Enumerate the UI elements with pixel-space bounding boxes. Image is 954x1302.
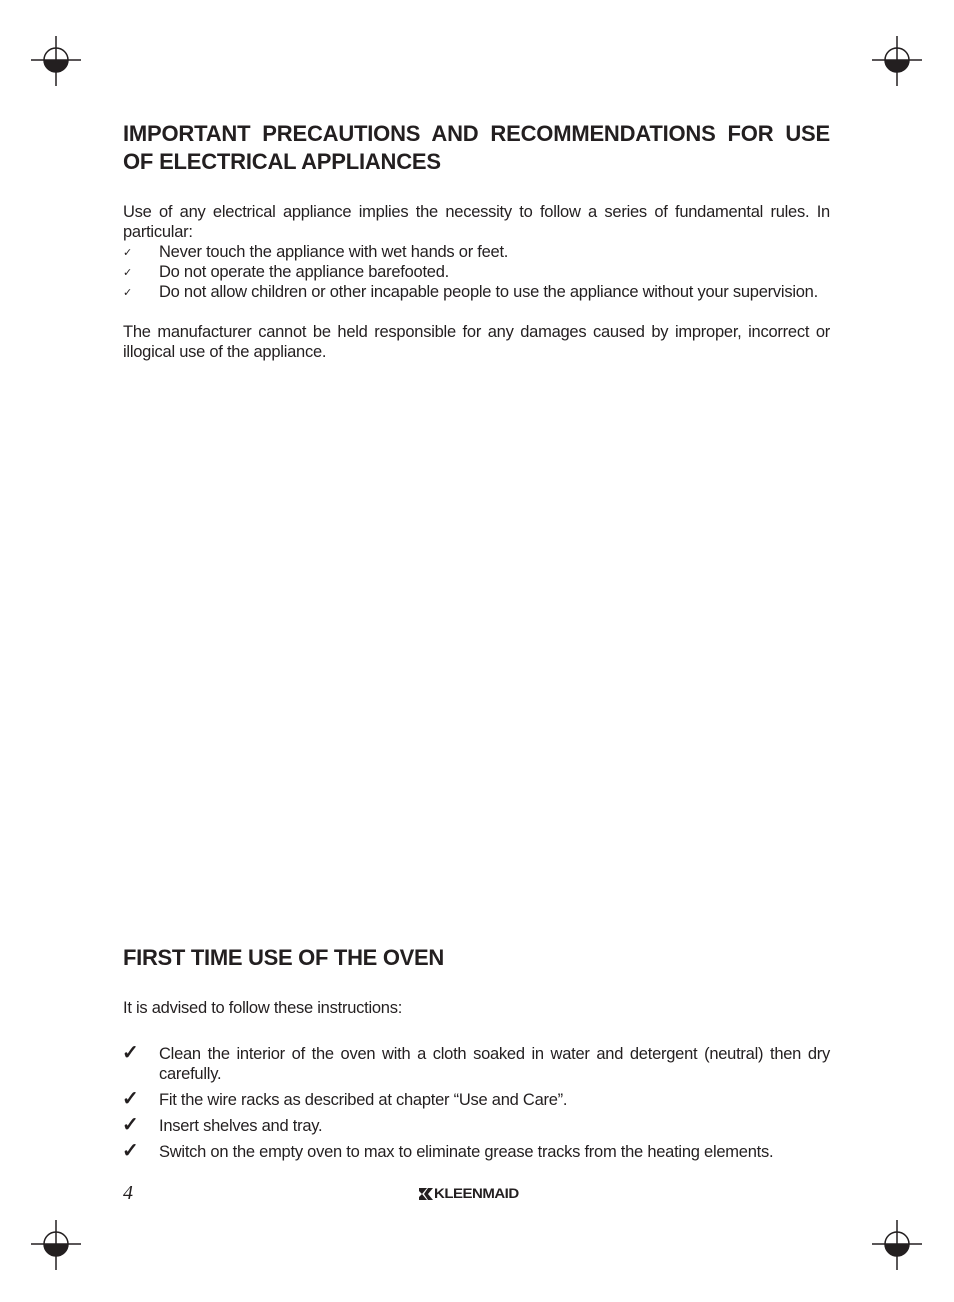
list-item: ✓ Do not allow children or other incapable people to use the appliance without your supervision. — [123, 282, 830, 302]
list-item: ✓ Clean the interior of the oven with a cloth soaked in water and detergent (neutral) then dry carefully. — [122, 1042, 830, 1083]
checkmark-icon: ✓ — [123, 267, 132, 279]
section-intro: Use of any electrical appliance implies the necessity to follow a series of fundamental rules. In particular: — [123, 203, 830, 241]
list-item: ✓ Never touch the appliance with wet hands or feet. — [123, 242, 830, 262]
section-title: IMPORTANT PRECAUTIONS AND RECOMMENDATIONS FOR USE OF ELECTRICAL APPLIANCES — [123, 121, 830, 174]
list-item: ✓ Insert shelves and tray. — [122, 1114, 323, 1136]
checkmark-icon: ✓ — [123, 247, 132, 259]
precautions-list — [123, 242, 830, 302]
list-item: ✓ Switch on the empty oven to max to eliminate grease tracks from the heating elements. — [122, 1140, 774, 1162]
registration-mark-icon — [31, 1220, 81, 1270]
section-intro: It is advised to follow these instructions: — [123, 999, 403, 1017]
registration-mark-icon — [872, 1220, 922, 1270]
disclaimer: The manufacturer cannot be held responsible for any damages caused by improper, incorrect or illogical use of the appliance. — [123, 323, 830, 361]
checkmark-icon: ✓ — [122, 1114, 139, 1136]
brand-logo — [419, 1185, 519, 1203]
registration-mark-icon — [31, 36, 81, 86]
checkmark-icon: ✓ — [122, 1088, 139, 1110]
page-number: 4 — [123, 1182, 133, 1204]
brand-name: KLEENMAID — [434, 1185, 519, 1202]
first-use-section — [123, 944, 830, 1168]
list-item: ✓ Do not operate the appliance barefooted. — [123, 262, 830, 282]
list-item: ✓ Fit the wire racks as described at chapter “Use and Care”. — [122, 1088, 568, 1110]
instructions-list — [123, 1044, 830, 1162]
checkmark-icon: ✓ — [123, 287, 132, 299]
section-title: FIRST TIME USE OF THE OVEN — [123, 945, 444, 970]
checkmark-icon: ✓ — [122, 1042, 139, 1064]
brand-logo-icon — [419, 1187, 433, 1201]
precautions-section — [123, 120, 830, 362]
checkmark-icon: ✓ — [122, 1140, 139, 1162]
registration-mark-icon — [872, 36, 922, 86]
